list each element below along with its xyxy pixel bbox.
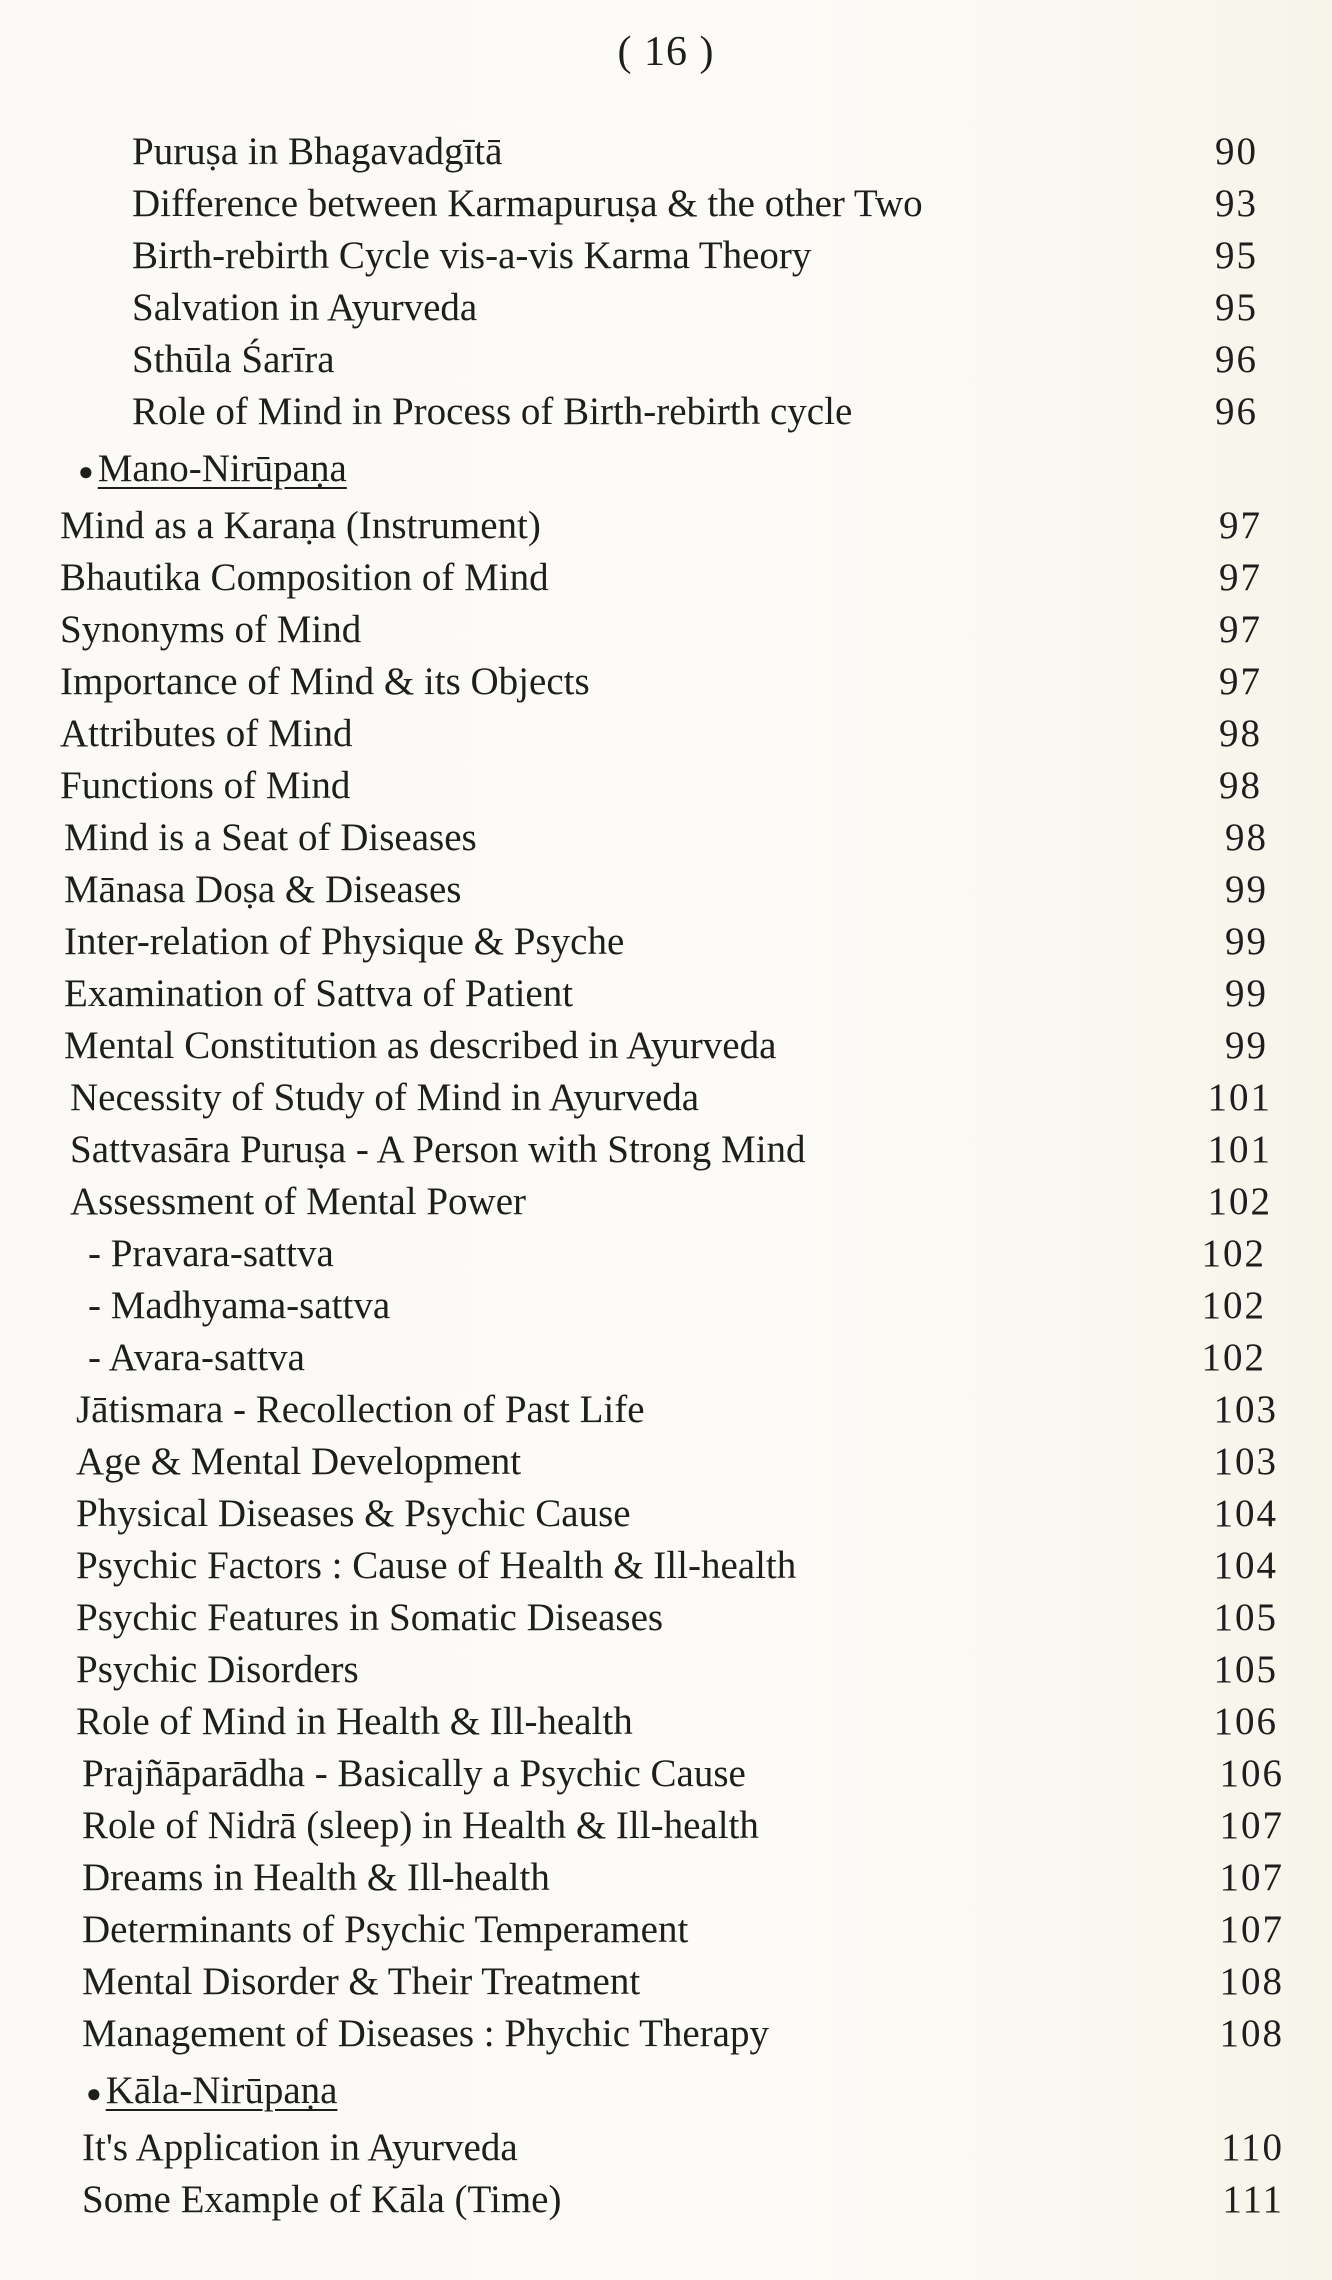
toc-entry <box>0 1748 1332 1800</box>
toc-entry <box>0 230 1332 282</box>
page-number: ( 16 ) <box>617 29 715 75</box>
toc-entry-title: Synonyms of Mind <box>60 608 362 651</box>
toc-entry-title: Determinants of Psychic Temperament <box>82 1908 689 1951</box>
toc-entry-page: 107 <box>1219 1908 1284 1951</box>
toc-entry-title: Attributes of Mind <box>60 712 353 755</box>
toc-entry-title: Prajñāparādha - Basically a Psychic Cause <box>82 1752 746 1795</box>
toc-entry-title: Necessity of Study of Mind in Ayurveda <box>70 1076 700 1119</box>
toc-entry-title: Some Example of Kāla (Time) <box>82 2178 562 2221</box>
toc-entry-page: 98 <box>1219 764 1262 807</box>
toc-entry-page: 97 <box>1219 556 1262 599</box>
toc-entry <box>0 1488 1332 1540</box>
toc-entry <box>0 812 1332 864</box>
toc-entry-title: Examination of Sattva of Patient <box>64 972 574 1015</box>
toc-entry-page: 96 <box>1215 390 1258 433</box>
toc-entry-page: 97 <box>1219 660 1262 703</box>
bullet-icon: ● <box>78 457 94 487</box>
toc-entry-page: 99 <box>1225 920 1268 963</box>
toc-entry <box>0 604 1332 656</box>
toc-entry-title: Difference between Karmapuruṣa & the other Two <box>132 182 923 225</box>
toc-entry <box>0 1176 1332 1228</box>
toc-entry-title: - Avara-sattva <box>88 1336 305 1379</box>
toc-entry-page: 108 <box>1219 1960 1284 2003</box>
toc-entry-title: Role of Mind in Process of Birth-rebirth cycle <box>132 390 853 433</box>
toc-entry-title: Psychic Factors : Cause of Health & Ill-health <box>76 1544 797 1587</box>
section-heading <box>0 438 1332 500</box>
toc-entry-page: 106 <box>1219 1752 1284 1795</box>
toc-entry-title: Physical Diseases & Psychic Cause <box>76 1492 631 1535</box>
toc-entry <box>0 552 1332 604</box>
toc-entry-page: 95 <box>1215 286 1258 329</box>
toc-entry-title: Mental Disorder & Their Treatment <box>82 1960 641 2003</box>
toc-entry <box>0 1124 1332 1176</box>
toc-entry-page: 107 <box>1219 1804 1284 1847</box>
toc-entry-title: Assessment of Mental Power <box>70 1180 527 1223</box>
toc-entry-page: 99 <box>1225 972 1268 1015</box>
toc-entry <box>0 708 1332 760</box>
toc-entry <box>0 282 1332 334</box>
toc-entry <box>0 1384 1332 1436</box>
toc-entry-page: 103 <box>1213 1388 1278 1431</box>
toc-entry <box>0 1020 1332 1072</box>
toc-entry-title: Management of Diseases : Phychic Therapy <box>82 2012 769 2055</box>
toc-entry <box>0 386 1332 438</box>
toc-entry-page: 95 <box>1215 234 1258 277</box>
toc-entry-title: Jātismara - Recollection of Past Life <box>76 1388 645 1431</box>
toc-entry-title: Bhautika Composition of Mind <box>60 556 549 599</box>
toc-entry-page: 97 <box>1219 608 1262 651</box>
section-heading-text: Kāla-Nirūpaṇa <box>105 2069 338 2112</box>
toc-entry <box>0 126 1332 178</box>
toc-entry-title: Importance of Mind & its Objects <box>60 660 590 703</box>
toc-entry-page: 99 <box>1225 868 1268 911</box>
toc-entry <box>0 1644 1332 1696</box>
toc-entry-title: Psychic Features in Somatic Diseases <box>76 1596 664 1639</box>
toc-entry <box>0 1072 1332 1124</box>
toc-entry-sub <box>0 1228 1332 1280</box>
toc-entry-page: 98 <box>1225 816 1268 859</box>
toc-entry-sub <box>0 1280 1332 1332</box>
bullet-icon: ● <box>86 2079 102 2109</box>
toc-entry <box>0 1540 1332 1592</box>
toc-entry-page: 96 <box>1215 338 1258 381</box>
toc-entry-title: Role of Mind in Health & Ill-health <box>76 1700 633 1743</box>
toc-entry-title: Birth-rebirth Cycle vis-a-vis Karma Theory <box>132 234 812 277</box>
toc-entry-title: Psychic Disorders <box>76 1648 359 1691</box>
toc-entry-page: 99 <box>1225 1024 1268 1067</box>
toc-entry-title: Sattvasāra Puruṣa - A Person with Strong Mind <box>70 1128 806 1171</box>
toc-entry-page: 101 <box>1207 1076 1272 1119</box>
toc-entry-title: Sthūla Śarīra <box>132 338 335 381</box>
toc-entry-page: 110 <box>1220 2126 1284 2169</box>
toc-entry <box>0 1696 1332 1748</box>
toc-entry-title: Role of Nidrā (sleep) in Health & Ill-health <box>82 1804 759 1847</box>
section-heading <box>0 2060 1332 2122</box>
toc-entry <box>0 1800 1332 1852</box>
toc-entry-title: Salvation in Ayurveda <box>132 286 478 329</box>
toc-entry <box>0 178 1332 230</box>
toc-entry-page: 104 <box>1213 1492 1278 1535</box>
toc-entry-page: 98 <box>1219 712 1262 755</box>
toc-entry-title: Puruṣa in Bhagavadgītā <box>132 130 503 173</box>
toc-entry-title: Dreams in Health & Ill-health <box>82 1856 550 1899</box>
toc-entry-page: 104 <box>1213 1544 1278 1587</box>
toc-entry <box>0 864 1332 916</box>
toc-entry-title: Mental Constitution as described in Ayurveda <box>64 1024 777 1067</box>
toc-entry-sub <box>0 1332 1332 1384</box>
toc-entry <box>0 500 1332 552</box>
toc-entry-page: 90 <box>1215 130 1258 173</box>
toc-entry-title: - Madhyama-sattva <box>88 1284 391 1327</box>
toc-entry-page: 107 <box>1219 1856 1284 1899</box>
toc-entry-page: 105 <box>1213 1596 1278 1639</box>
toc-entry-page: 102 <box>1201 1284 1266 1327</box>
toc-entry-title: Inter-relation of Physique & Psyche <box>64 920 625 963</box>
toc-entry-title: Functions of Mind <box>60 764 351 807</box>
toc-entry <box>0 968 1332 1020</box>
toc-entry <box>0 1904 1332 1956</box>
toc-entry-title: Mānasa Doṣa & Diseases <box>64 868 462 911</box>
toc-entry <box>0 2174 1332 2226</box>
toc-entry-page: 105 <box>1213 1648 1278 1691</box>
toc-entry-page: 93 <box>1215 182 1258 225</box>
toc-entry-page: 111 <box>1222 2178 1284 2221</box>
toc-entry <box>0 916 1332 968</box>
toc-entry <box>0 2122 1332 2174</box>
toc-entry <box>0 2008 1332 2060</box>
section-heading-text: Mano-Nirūpaṇa <box>97 447 347 490</box>
toc-entry-page: 101 <box>1207 1128 1272 1171</box>
toc-entry-page: 108 <box>1219 2012 1284 2055</box>
toc-entry-page: 102 <box>1201 1336 1266 1379</box>
toc-entry-page: 97 <box>1219 504 1262 547</box>
toc-entry <box>0 760 1332 812</box>
toc-entry-title: Age & Mental Development <box>76 1440 522 1483</box>
toc-entry-page: 103 <box>1213 1440 1278 1483</box>
toc-entry <box>0 656 1332 708</box>
toc-entry <box>0 1592 1332 1644</box>
toc-entry <box>0 1852 1332 1904</box>
toc-entry-title: It's Application in Ayurveda <box>82 2126 518 2169</box>
toc-entry <box>0 1956 1332 2008</box>
toc-entry-title: Mind is a Seat of Diseases <box>64 816 477 859</box>
table-of-contents <box>0 126 1332 2226</box>
toc-entry <box>0 1436 1332 1488</box>
toc-entry <box>0 334 1332 386</box>
toc-entry-title: - Pravara-sattva <box>88 1232 334 1275</box>
toc-entry-page: 102 <box>1201 1232 1266 1275</box>
toc-entry-title: Mind as a Karaṇa (Instrument) <box>60 504 541 547</box>
toc-entry-page: 102 <box>1207 1180 1272 1223</box>
toc-entry-page: 106 <box>1213 1700 1278 1743</box>
